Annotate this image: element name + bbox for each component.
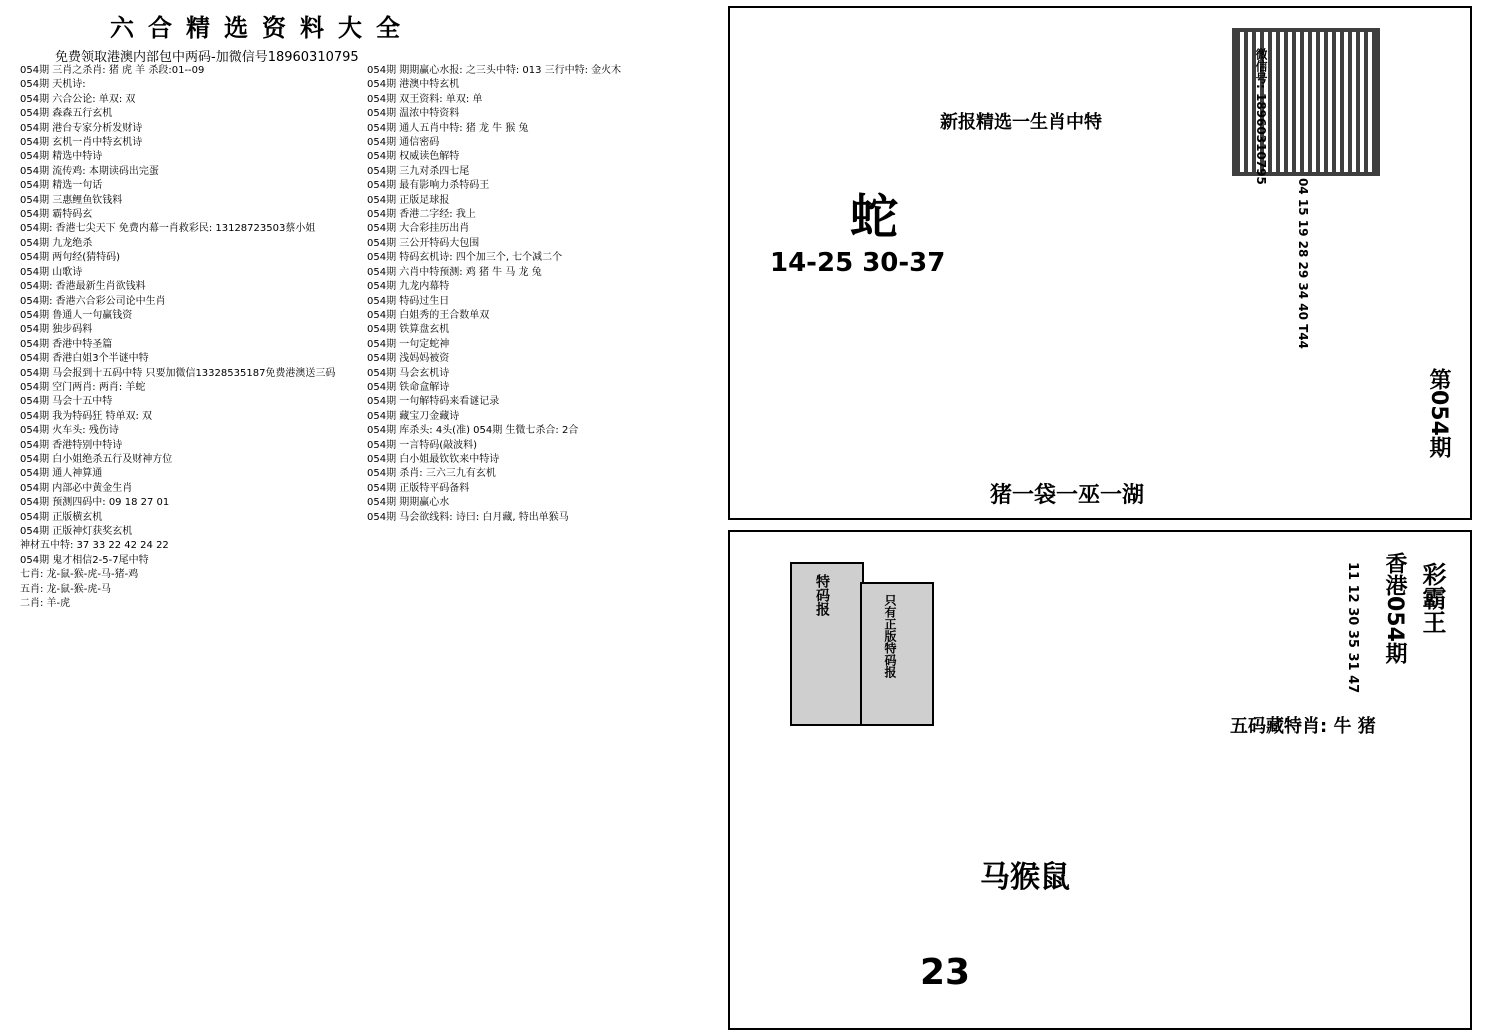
column-line: 054期 白姐秀的王合数单双 xyxy=(367,309,490,321)
column-line: 054期: 香港七尖天下 免费内幕一肖救彩民: 13128723503蔡小姐 xyxy=(20,223,316,235)
column-line: 二肖: 羊-虎 xyxy=(20,598,71,610)
top-phone: 微信号: 18960310795 xyxy=(1254,48,1268,185)
column-line: 054期 火车头: 残伤诗 xyxy=(20,425,119,437)
column-line: 054期 最有影响力杀特码王 xyxy=(367,180,490,192)
ad-right-box xyxy=(860,582,934,726)
right-page xyxy=(722,0,1488,1034)
column-line: 054期 预测四码中: 09 18 27 01 xyxy=(20,497,170,509)
top-bottom-text: 猪一袋一巫一湖 xyxy=(990,483,1145,508)
column-line: 054期 鲁通人一句赢钱资 xyxy=(20,309,133,321)
column-line: 054期 白小姐绝杀五行及财神方位 xyxy=(20,453,173,465)
column-line: 054期 特码过生日 xyxy=(367,295,450,307)
bottom-title: 彩霸王 xyxy=(1418,562,1446,634)
column-line: 054期 马会玄机诗 xyxy=(367,367,450,379)
column-line: 054期 白小姐最钦钦来中特诗 xyxy=(367,453,500,465)
top-zodiac-big: 蛇 xyxy=(850,189,899,245)
column-line: 054期 香港二字经: 我上 xyxy=(367,209,476,221)
bottom-issue-number: 香港054期 xyxy=(1382,552,1407,664)
column-line: 054期 内部必中黄金生肖 xyxy=(20,482,133,494)
column-line: 054期 通信密码 xyxy=(367,137,440,149)
left-column-1 xyxy=(20,64,360,611)
column-line: 054期 权威读色解特 xyxy=(367,151,460,163)
column-line: 054期 温浓中特资料 xyxy=(367,108,460,120)
column-line: 054期 一句定蛇神 xyxy=(367,338,450,350)
column-line: 054期 浅妈妈被资 xyxy=(367,353,450,365)
column-line: 054期 特码玄机诗: 四个加三个, 七个减二个 xyxy=(367,252,563,264)
top-draw-range: 14-25 30-37 xyxy=(770,248,946,278)
column-line: 054期 期期赢心水报: 之三头中特: 013 三行中特: 金火木 xyxy=(367,65,622,76)
column-line: 054期 天机诗: xyxy=(20,79,86,91)
bottom-five-code: 五码藏特肖: 牛 猪 xyxy=(1230,716,1376,737)
column-line: 054期 我为特码狂 特单双: 双 xyxy=(20,410,152,422)
column-line: 054期 三九对杀四七尾 xyxy=(367,165,470,177)
column-line: 054期 森森五行玄机 xyxy=(20,108,113,120)
column-line: 054期 精选中特诗 xyxy=(20,151,103,163)
ad-left-box xyxy=(790,562,864,726)
column-line: 054期 六肖中特预测: 鸡 猪 牛 马 龙 兔 xyxy=(367,266,542,278)
column-line: 054期 藏宝刀金藏诗 xyxy=(367,410,460,422)
top-issue-number: 第054期 xyxy=(1426,368,1451,458)
bottom-panel xyxy=(728,530,1472,1030)
column-line: 054期 大合彩挂历出肖 xyxy=(367,223,470,235)
column-line: 054期 港台专家分析发财诗 xyxy=(20,122,143,134)
column-line: 054期 一言特码(敲波料) xyxy=(367,439,478,451)
top-panel xyxy=(728,6,1472,520)
column-line: 054期 六合公论: 单双: 双 xyxy=(20,93,136,105)
column-line: 054期 香港特别中特诗 xyxy=(20,439,123,451)
column-line: 054期 一句解特码来看谜记录 xyxy=(367,396,500,408)
column-line: 054期 正版横玄机 xyxy=(20,511,103,523)
column-line: 七肖: 龙-鼠-猴-虎-马-猪-鸡 xyxy=(20,569,139,581)
column-line: 054期 三惠鲤鱼钦钱料 xyxy=(20,194,123,206)
column-line: 054期 香港白姐3个半谜中特 xyxy=(20,353,149,365)
column-line: 054期 玄机一肖中特玄机诗 xyxy=(20,137,143,149)
ad-right-text: 只有正版特码报 xyxy=(883,594,897,678)
column-line: 054期 通人神算通 xyxy=(20,468,103,480)
left-column-2 xyxy=(367,64,707,525)
column-line: 054期 铁算盘玄机 xyxy=(367,324,450,336)
column-line: 054期 港澳中特玄机 xyxy=(367,79,460,91)
column-line: 054期 通人五肖中特: 猪 龙 牛 猴 兔 xyxy=(367,122,529,134)
column-line: 054期 马会十五中特 xyxy=(20,396,113,408)
bottom-zodiac-big: 马猴鼠 xyxy=(980,860,1070,895)
column-line: 054期 马会报到十五码中特 只要加微信13328535187免费港澳送三码 xyxy=(20,367,336,379)
column-line: 054期 双王资料: 单双: 单 xyxy=(367,93,483,105)
column-line: 054期 正版足球报 xyxy=(367,194,450,206)
column-line: 054期 山歌诗 xyxy=(20,266,83,278)
page-title: 六合精选资料大全 xyxy=(110,14,414,42)
bottom-number-large: 23 xyxy=(920,952,971,993)
column-line: 054期 九龙绝杀 xyxy=(20,237,93,249)
column-line: 054期 空门两肖: 两肖: 羊蛇 xyxy=(20,381,146,393)
top-numbers-row: 04 15 19 28 29 34 40 T44 xyxy=(1296,178,1310,350)
column-line: 054期 正版特平码备料 xyxy=(367,482,470,494)
ad-left-text: 特码报 xyxy=(814,574,830,616)
column-line: 054期 正版神灯获奖玄机 xyxy=(20,526,133,537)
column-line: 054期: 香港六合彩公司论中生肖 xyxy=(20,295,166,307)
column-line: 054期 霸特码玄 xyxy=(20,209,93,221)
column-line: 054期 三公开特码大包围 xyxy=(367,237,480,249)
column-line: 054期 独步码料 xyxy=(20,324,93,336)
column-line: 054期 鬼才相信2-5-7尾中特 xyxy=(20,554,149,566)
column-line: 054期 马会欲线料: 诗曰: 白月藏, 特出单猴马 xyxy=(367,511,569,523)
column-line: 054期 精选一句话 xyxy=(20,180,103,192)
column-line: 054期 两句经(猜特码) xyxy=(20,252,121,264)
column-line: 054期 九龙内幕特 xyxy=(367,281,450,293)
column-line: 054期 流传鸡: 本期读码出完蛋 xyxy=(20,165,159,177)
promo-line: 免费领取港澳内部包中两码-加微信号18960310795 xyxy=(55,50,359,65)
bottom-numbers: 11 12 30 35 31 47 xyxy=(1345,562,1360,694)
column-line: 054期 三肖之杀肖: 猪 虎 羊 杀段:01--09 xyxy=(20,65,205,76)
top-slogan: 新报精选一生肖中特 xyxy=(940,112,1102,133)
left-page xyxy=(0,0,712,1034)
column-line: 五肖: 龙-鼠-猴-虎-马 xyxy=(20,583,111,595)
column-line: 054期 期期赢心水 xyxy=(367,497,450,509)
column-line: 054期 铁命盒解诗 xyxy=(367,381,450,393)
column-line: 神材五中特: 37 33 22 42 24 22 xyxy=(20,540,169,552)
column-line: 054期 杀肖: 三六三九有玄机 xyxy=(367,468,496,480)
column-line: 054期: 香港最新生肖欲钱料 xyxy=(20,281,146,293)
column-line: 054期 香港中特圣篇 xyxy=(20,338,113,350)
column-line: 054期 库杀头: 4头(准) 054期 生微七杀合: 2合 xyxy=(367,425,579,437)
